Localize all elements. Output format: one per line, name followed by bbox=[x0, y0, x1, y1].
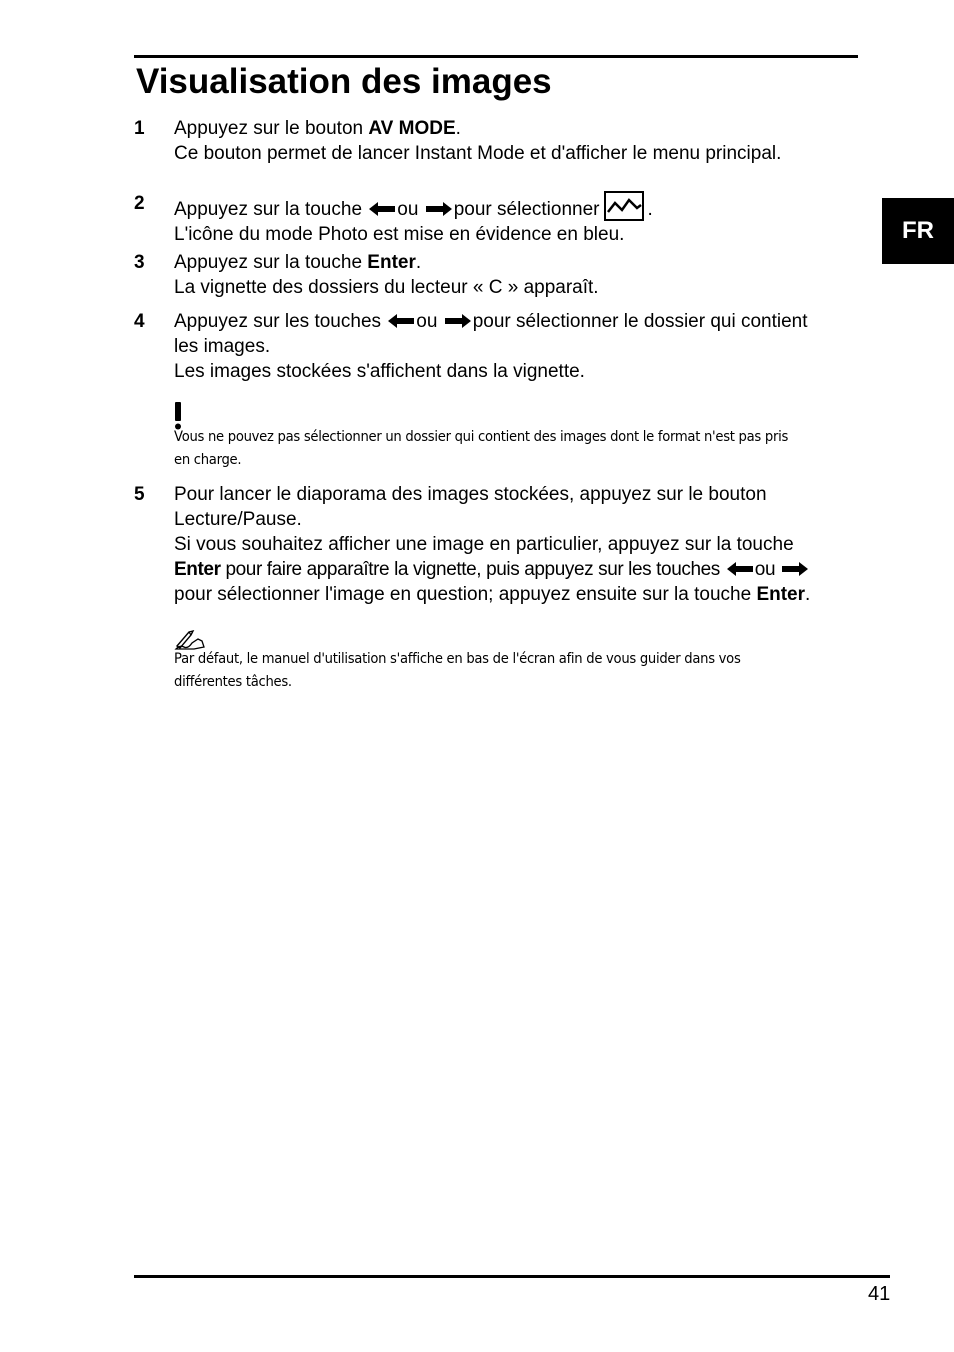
step-number: 5 bbox=[134, 484, 145, 505]
step-text: Appuyez sur le bouton bbox=[174, 118, 369, 139]
step-number: 2 bbox=[134, 193, 145, 214]
step-line: Pour lancer le diaporama des images stockées, appuyez sur le bouton bbox=[174, 484, 767, 505]
step-line: Ce bouton permet de lancer Instant Mode et d'afficher le menu principal. bbox=[174, 143, 782, 164]
writing-hand-icon bbox=[174, 628, 206, 650]
step-line: Les images stockées s'affichent dans la vignette. bbox=[174, 361, 585, 382]
step-line: les images. bbox=[174, 336, 271, 357]
step-line: Si vous souhaitez afficher une image en particulier, appuyez sur la touche bbox=[174, 534, 794, 555]
step-text: ou bbox=[397, 199, 419, 220]
step-number: 3 bbox=[134, 252, 145, 273]
bottom-rule bbox=[134, 1275, 890, 1278]
step-text: Appuyez sur la touche bbox=[174, 252, 368, 273]
step-4 bbox=[134, 309, 864, 384]
photo-mode-icon bbox=[604, 191, 644, 221]
warning-text bbox=[174, 426, 860, 472]
step-text: . bbox=[805, 584, 811, 605]
step-text: ou bbox=[416, 311, 438, 332]
step-text: Appuyez sur la touche bbox=[174, 199, 363, 220]
step-text: pour sélectionner bbox=[453, 199, 600, 220]
note-line: Vous ne pouvez pas sélectionner un dossier qui contient des images dont le format n'est pas pris bbox=[174, 429, 789, 445]
step-text: ou bbox=[754, 559, 776, 580]
step-line bbox=[174, 191, 864, 222]
key-name: Enter bbox=[174, 559, 221, 580]
note-line: en charge. bbox=[174, 452, 242, 468]
step-text: pour faire apparaître la vignette, puis appuyez sur les touches bbox=[220, 559, 720, 580]
right-arrow-key-icon bbox=[426, 202, 452, 216]
step-text: Appuyez sur les touches bbox=[174, 311, 382, 332]
hint-text bbox=[174, 648, 860, 694]
step-line: Lecture/Pause. bbox=[174, 509, 302, 530]
warning-note bbox=[174, 402, 864, 472]
top-rule bbox=[134, 55, 858, 58]
note-line: Par défaut, le manuel d'utilisation s'affiche en bas de l'écran afin de vous guider dans vos bbox=[174, 651, 741, 667]
step-line bbox=[174, 250, 864, 275]
step-line bbox=[174, 582, 864, 607]
step-line bbox=[174, 557, 864, 582]
page-title: Visualisation des images bbox=[136, 62, 552, 101]
step-text: . bbox=[647, 199, 653, 220]
language-tab: FR bbox=[882, 198, 954, 264]
step-text: pour sélectionner le dossier qui contient bbox=[472, 311, 808, 332]
note-line: différentes tâches. bbox=[174, 674, 292, 690]
step-line bbox=[174, 309, 864, 334]
step-1 bbox=[134, 116, 864, 166]
hint-note bbox=[174, 628, 864, 694]
step-number: 1 bbox=[134, 118, 145, 139]
button-name: AV MODE bbox=[368, 118, 456, 139]
step-number: 4 bbox=[134, 311, 145, 332]
key-name: Enter bbox=[367, 252, 416, 273]
step-line: La vignette des dossiers du lecteur « C » apparaît. bbox=[174, 277, 599, 298]
step-line: L'icône du mode Photo est mise en évidence en bleu. bbox=[174, 224, 625, 245]
step-line bbox=[174, 116, 864, 141]
step-2 bbox=[134, 191, 864, 247]
step-text: pour sélectionner l'image en question; appuyez ensuite sur la touche bbox=[174, 584, 757, 605]
left-arrow-key-icon bbox=[369, 202, 395, 216]
left-arrow-key-icon bbox=[727, 562, 753, 576]
page-number: 41 bbox=[868, 1283, 891, 1305]
right-arrow-key-icon bbox=[782, 562, 808, 576]
step-text: . bbox=[455, 118, 461, 139]
key-name: Enter bbox=[756, 584, 806, 605]
step-text: . bbox=[415, 252, 422, 273]
left-arrow-key-icon bbox=[388, 314, 414, 328]
step-3 bbox=[134, 250, 864, 300]
right-arrow-key-icon bbox=[445, 314, 471, 328]
step-5 bbox=[134, 482, 864, 607]
